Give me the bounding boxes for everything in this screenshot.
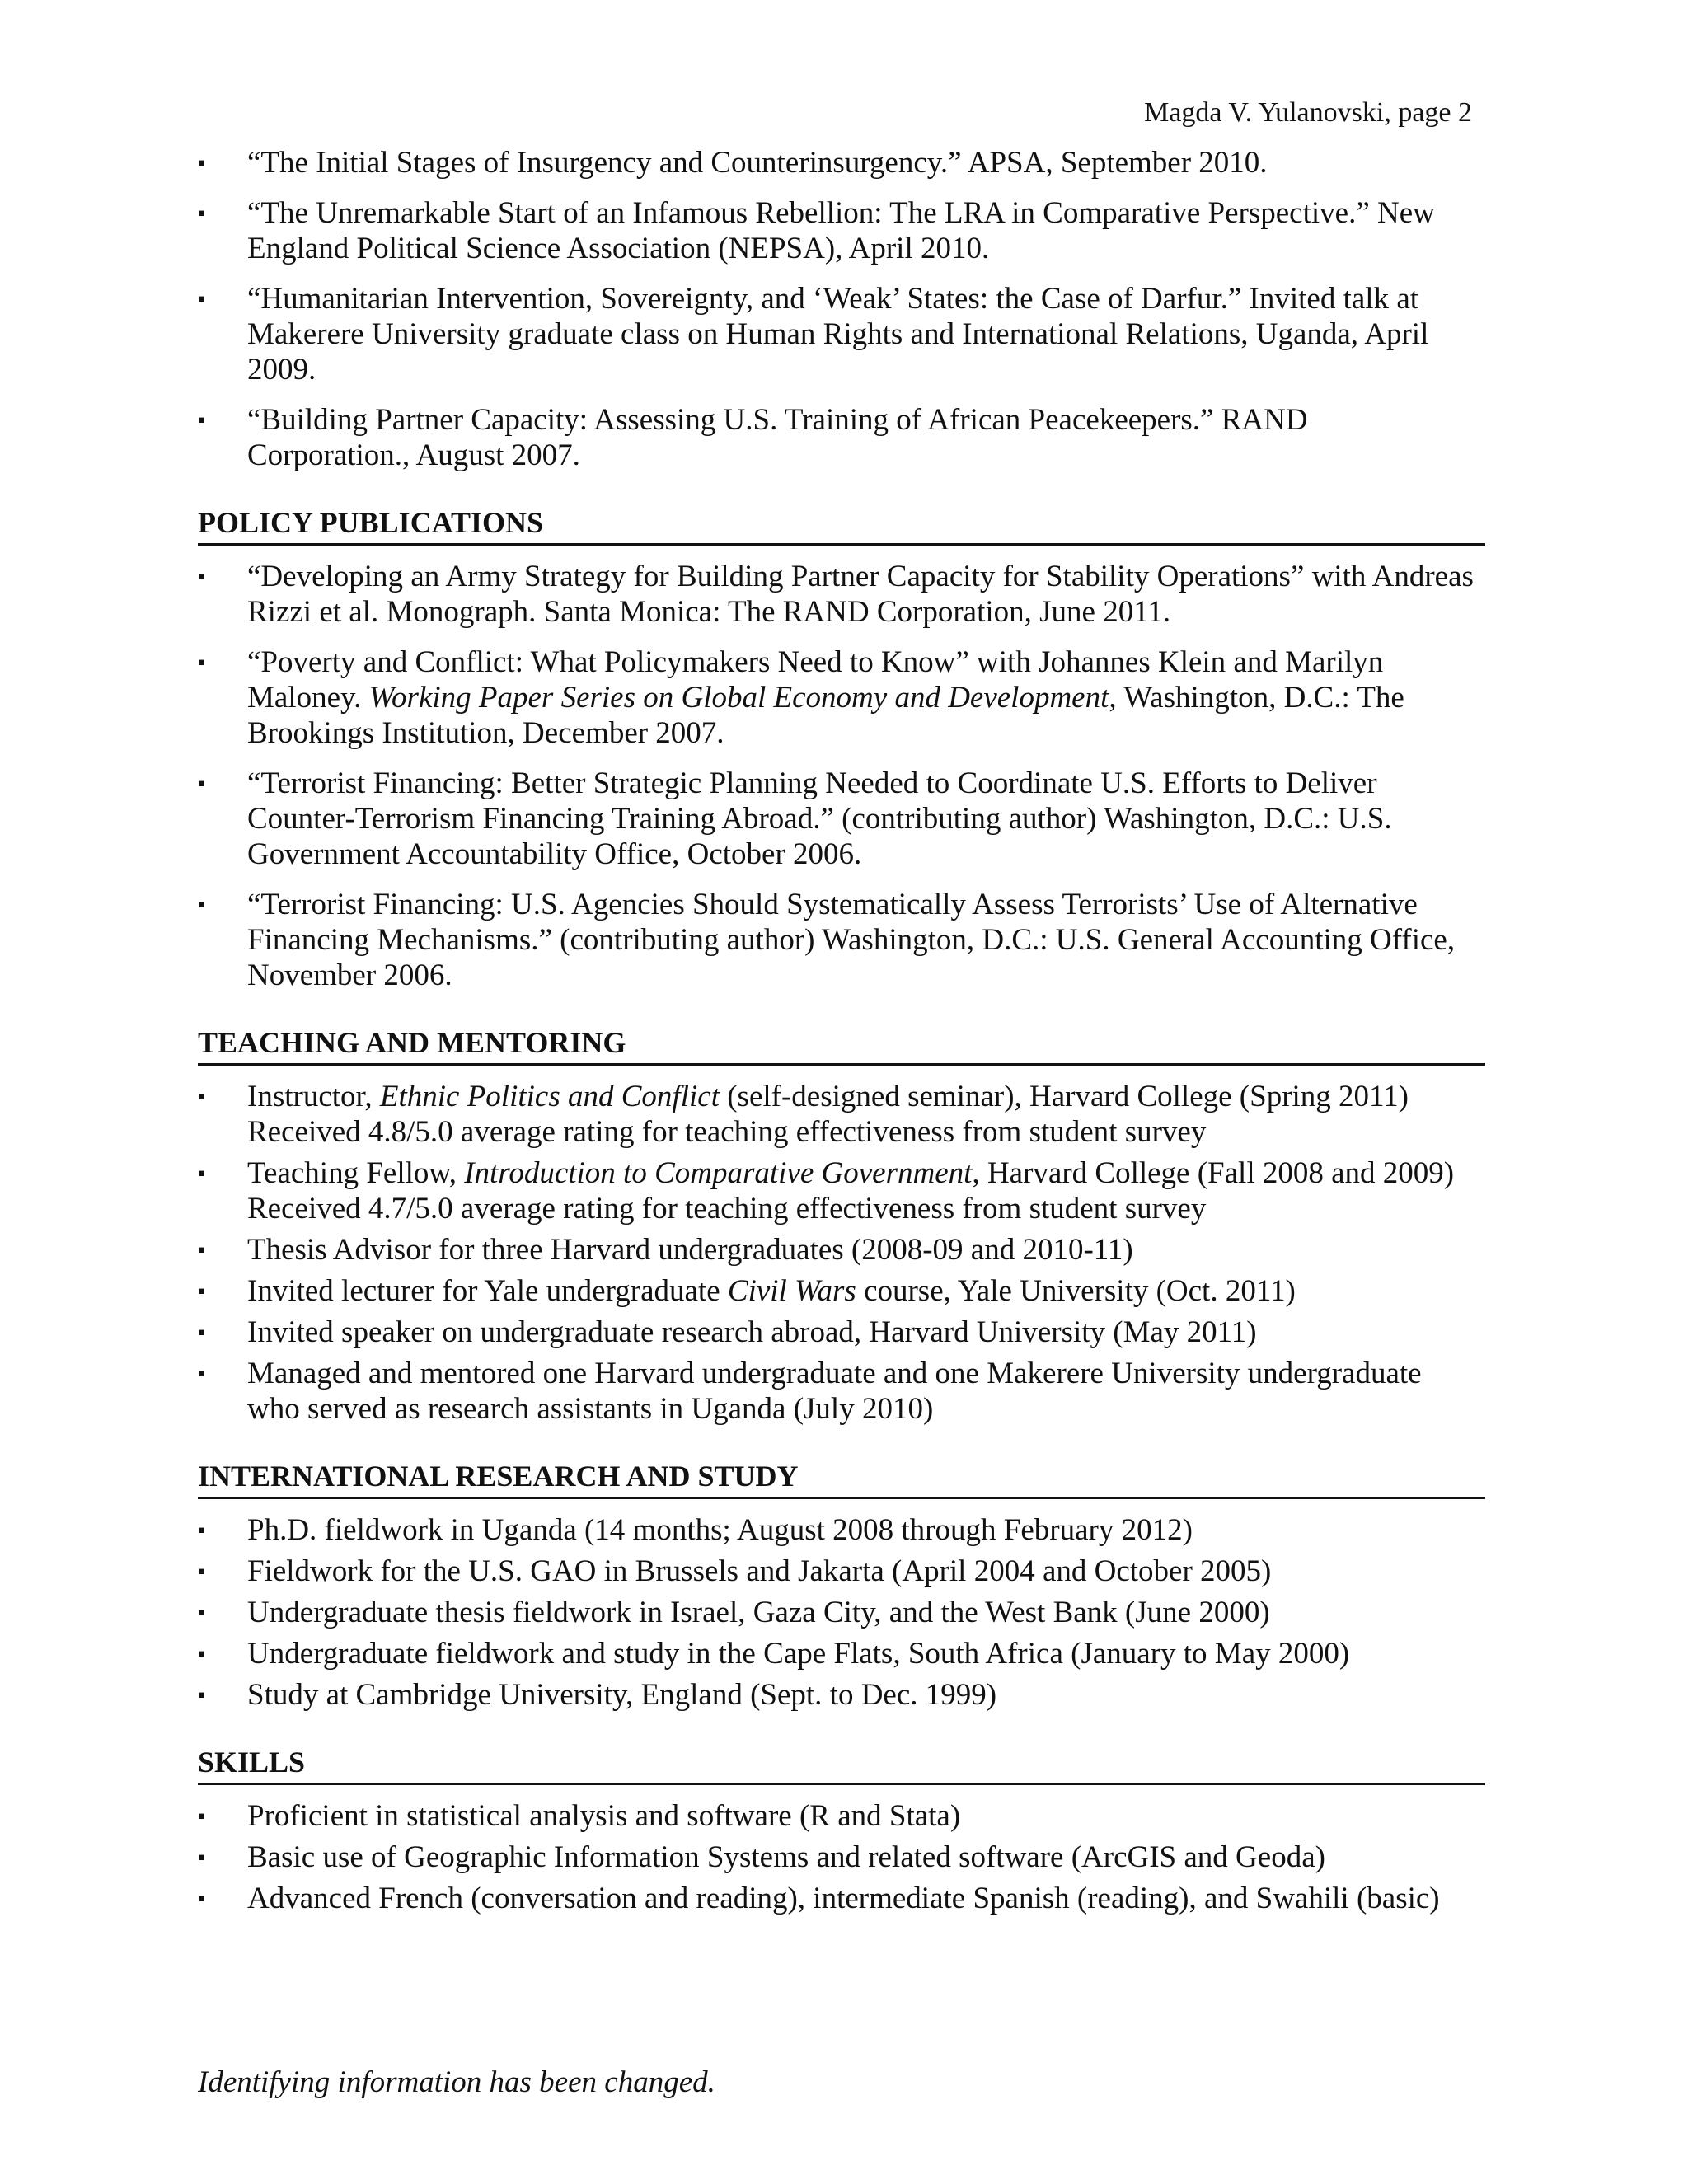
international-research-list xyxy=(198,1512,1477,1713)
list-item: ▪ “Developing an Army Strategy for Building Partner Capacity for Stability Operations” with Andreas Rizzi et al. Monograph. Santa Monica: The RAND Corporation, June 2011. xyxy=(198,560,1474,629)
list-item: ▪ Study at Cambridge University, England (Sept. to Dec. 1999) xyxy=(198,1678,997,1712)
bullet-icon: ▪ xyxy=(198,1238,206,1262)
page-header: Magda V. Yulanovski, page 2 xyxy=(1144,97,1472,128)
list-item: ▪ “The Unremarkable Start of an Infamous Rebellion: The LRA in Comparative Perspective.” New England Political Science Association (NEPSA), April 2010. xyxy=(198,196,1435,265)
bullet-icon: ▪ xyxy=(198,1804,206,1828)
list-item: ▪ Teaching Fellow, Introduction to Comparative Government, Harvard College (Fall 2008 and 2009) Received 4.7/5.0 average rating for teaching effectiveness from student survey xyxy=(198,1156,1455,1226)
skills-list xyxy=(198,1798,1477,1916)
list-item: ▪ Undergraduate fieldwork and study in the Cape Flats, South Africa (January to May 2000) xyxy=(198,1637,1350,1671)
document-body xyxy=(198,145,1477,1922)
list-item: ▪ Managed and mentored one Harvard undergraduate and one Makerere University undergraduate who served as research assistants in Uganda (July 2010) xyxy=(198,1357,1422,1426)
bullet-icon: ▪ xyxy=(198,1683,206,1707)
section-title: SKILLS xyxy=(198,1744,1485,1785)
skills-section xyxy=(198,1744,1477,1916)
international-research-section xyxy=(198,1458,1477,1713)
list-item: ▪ “Humanitarian Intervention, Sovereignty, and ‘Weak’ States: the Case of Darfur.” Invited talk at Makerere University graduate class on Human Rights and International Relations, Uganda, April 2009. xyxy=(198,282,1429,387)
bullet-icon: ▪ xyxy=(198,1642,206,1666)
bullet-icon: ▪ xyxy=(198,565,206,588)
policy-publications-list xyxy=(198,559,1477,993)
bullet-icon: ▪ xyxy=(198,1320,206,1344)
list-item: ▪ Basic use of Geographic Information Systems and related software (ArcGIS and Geoda) xyxy=(198,1840,1325,1874)
bullet-icon: ▪ xyxy=(198,1601,206,1624)
bullet-icon: ▪ xyxy=(198,771,206,795)
list-item: ▪ Advanced French (conversation and reading), intermediate Spanish (reading), and Swahili (basic) xyxy=(198,1882,1440,1915)
teaching-section xyxy=(198,1024,1477,1427)
bullet-icon: ▪ xyxy=(198,1361,206,1385)
list-item: ▪ “Building Partner Capacity: Assessing U.S. Training of African Peacekeepers.” RAND Corporation., August 2007. xyxy=(198,403,1308,472)
section-title: POLICY PUBLICATIONS xyxy=(198,504,1485,546)
bullet-icon: ▪ xyxy=(198,1845,206,1869)
bullet-icon: ▪ xyxy=(198,408,206,432)
presentations-list xyxy=(198,145,1477,473)
list-item: ▪ Fieldwork for the U.S. GAO in Brussels and Jakarta (April 2004 and October 2005) xyxy=(198,1554,1272,1588)
footer-note: Identifying information has been changed. xyxy=(198,2065,715,2099)
teaching-list xyxy=(198,1079,1477,1427)
list-item: ▪ Invited lecturer for Yale undergraduate Civil Wars course, Yale University (Oct. 2011) xyxy=(198,1274,1296,1308)
policy-publications-section xyxy=(198,504,1477,993)
bullet-icon: ▪ xyxy=(198,201,206,225)
section-title: INTERNATIONAL RESEARCH AND STUDY xyxy=(198,1458,1485,1499)
bullet-icon: ▪ xyxy=(198,1518,206,1542)
bullet-icon: ▪ xyxy=(198,1085,206,1108)
list-item: ▪ “The Initial Stages of Insurgency and Counterinsurgency.” APSA, September 2010. xyxy=(198,146,1268,180)
list-item: ▪ Ph.D. fieldwork in Uganda (14 months; August 2008 through February 2012) xyxy=(198,1513,1193,1547)
bullet-icon: ▪ xyxy=(198,151,206,175)
bullet-icon: ▪ xyxy=(198,1279,206,1303)
bullet-icon: ▪ xyxy=(198,1886,206,1910)
bullet-icon: ▪ xyxy=(198,1559,206,1583)
list-item: ▪ Thesis Advisor for three Harvard undergraduates (2008-09 and 2010-11) xyxy=(198,1233,1133,1267)
list-item: ▪ “Terrorist Financing: U.S. Agencies Should Systematically Assess Terrorists’ Use of Alternative Financing Mechanisms.” (contributing author) Washington, D.C.: U.S. General Accounting Office, November 2006. xyxy=(198,888,1456,992)
list-item: ▪ Invited speaker on undergraduate research abroad, Harvard University (May 2011) xyxy=(198,1315,1257,1349)
list-item: ▪ “Poverty and Conflict: What Policymakers Need to Know” with Johannes Klein and Marilyn Maloney. Working Paper Series on Global Economy and Development, Washington, D.C.: The Brookings Institution, December 2007. xyxy=(198,645,1404,750)
list-item: ▪ Proficient in statistical analysis and software (R and Stata) xyxy=(198,1799,961,1833)
bullet-icon: ▪ xyxy=(198,893,206,916)
list-item: ▪ Undergraduate thesis fieldwork in Israel, Gaza City, and the West Bank (June 2000) xyxy=(198,1596,1270,1629)
list-item: ▪ Instructor, Ethnic Politics and Conflict (self-designed seminar), Harvard College (Spring 2011) Received 4.8/5.0 average rating for teaching effectiveness from student survey xyxy=(198,1080,1409,1149)
list-item: ▪ “Terrorist Financing: Better Strategic Planning Needed to Coordinate U.S. Efforts to Deliver Counter-Terrorism Financing Training Abroad.” (contributing author) Washington, D.C.: U.S. Government Accountability Office, October 2006. xyxy=(198,766,1392,871)
bullet-icon: ▪ xyxy=(198,1161,206,1185)
bullet-icon: ▪ xyxy=(198,650,206,674)
bullet-icon: ▪ xyxy=(198,287,206,311)
section-title: TEACHING AND MENTORING xyxy=(198,1024,1485,1066)
